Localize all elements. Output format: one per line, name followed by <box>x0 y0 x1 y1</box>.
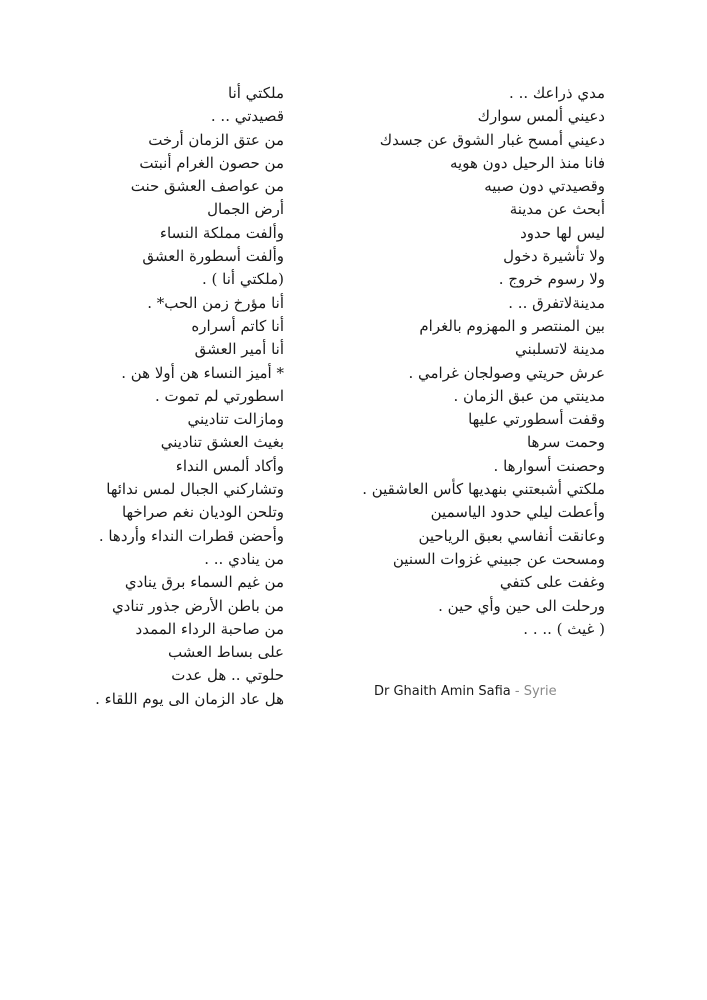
poem-line: وعانقت أنفاسي بعبق الرياحين <box>418 526 605 545</box>
poem-line: وأكاد ألمس النداء <box>175 456 284 475</box>
poem-right-column <box>362 82 605 641</box>
poem-line: وتشاركني الجبال لمس ندائها <box>106 480 284 499</box>
poem-line: وقصيدتي دون صبيه <box>484 177 605 196</box>
poem-line: ولا تأشيرة دخول <box>503 247 605 266</box>
poem-line: ملكتي أنا <box>228 84 284 102</box>
poem-line: ( غيث ) .. . . <box>523 619 605 638</box>
poem-line: بغيث العشق تناديني <box>160 433 284 452</box>
poem-line: أنا أمير العشق <box>194 340 284 359</box>
poem-line: ولا رسوم خروج . <box>498 270 605 289</box>
poem-line: هل عاد الزمان الى يوم اللقاء . <box>95 689 284 708</box>
poem-line: * أميز النساء هن أولا هن . <box>121 363 284 382</box>
poem-line: مدينة لاتسلبني <box>514 340 605 359</box>
poem-line: وقفت أسطورتي عليها <box>468 410 605 429</box>
poem-line: من ينادي .. . <box>204 549 284 568</box>
poem-line: ليس لها حدود <box>520 223 605 242</box>
poem-line: من صاحبة الرداء الممدد <box>135 619 284 638</box>
author-name: Dr Ghaith Amin Safia <box>374 684 511 699</box>
poem-line: من غيم السماء برق ينادي <box>124 573 284 592</box>
poem-line: فانا منذ الرحيل دون هويه <box>450 153 605 172</box>
poem-line: قصيدتي .. . <box>210 107 284 126</box>
poem-line: ومسحت عن جبيني غزوات السنين <box>392 549 605 568</box>
poem-line: بين المنتصر و المهزوم بالغرام <box>419 316 605 335</box>
poem-line: من حصون الغرام أنبتت <box>139 153 284 172</box>
poem-line: مدينتي من عبق الزمان . <box>453 386 605 405</box>
poem-line: ورحلت الى حين وأي حين . <box>438 596 605 615</box>
poem-line: وأحضن قطرات النداء وأردها . <box>98 526 284 545</box>
poem-line: وألفت مملكة النساء <box>159 223 284 242</box>
poem-line: وحمت سرها <box>526 433 605 452</box>
poem-line: أبحث عن مدينة <box>509 200 605 219</box>
author-signature <box>374 684 557 699</box>
poem-line: وغفت على كتفي <box>499 573 605 592</box>
poem-line: وتلحن الوديان نغم صراخها <box>121 503 284 522</box>
poem-left-column <box>84 82 284 711</box>
poem-line: وألفت أسطورة العشق <box>142 247 284 266</box>
poem-line: دعيني ألمس سوارك <box>477 107 605 126</box>
poem-line: (ملكتي أنا ) . <box>201 270 284 289</box>
author-separator: - <box>510 684 524 699</box>
poem-line: على بساط العشب <box>167 643 284 662</box>
poem-line: من باطن الأرض جذور تنادي <box>111 596 284 615</box>
poem-line: حلوتي .. هل عدت <box>171 666 284 685</box>
poem-line: عرش حريتي وصولجان غرامي . <box>408 363 605 382</box>
poem-line: ومازالت تناديني <box>187 410 284 429</box>
poem-line: وأعطت ليلي حدود الياسمين <box>430 503 605 522</box>
author-country: Syrie <box>523 684 557 699</box>
poem-line: وحصنت أسوارها . <box>493 456 605 475</box>
poem-line: اسطورتي لم تموت . <box>154 386 284 405</box>
poem-line: مدينةلاتفرق .. . <box>508 293 605 312</box>
poem-line: دعيني أمسح غبار الشوق عن جسدك <box>379 130 605 149</box>
poem-line: مدي ذراعك .. . <box>509 84 605 102</box>
poem-line: من عواصف العشق حنت <box>130 177 284 196</box>
poem-line: ملكتي أشبعتني بنهديها كأس العاشقين . <box>362 480 605 499</box>
poem-line: أنا كاتم أسراره <box>191 316 284 335</box>
poem-line: من عتق الزمان أرخت <box>148 130 284 149</box>
poem-line: أنا مؤرخ زمن الحب* . <box>147 293 284 312</box>
poem-line: أرض الجمال <box>207 200 284 219</box>
